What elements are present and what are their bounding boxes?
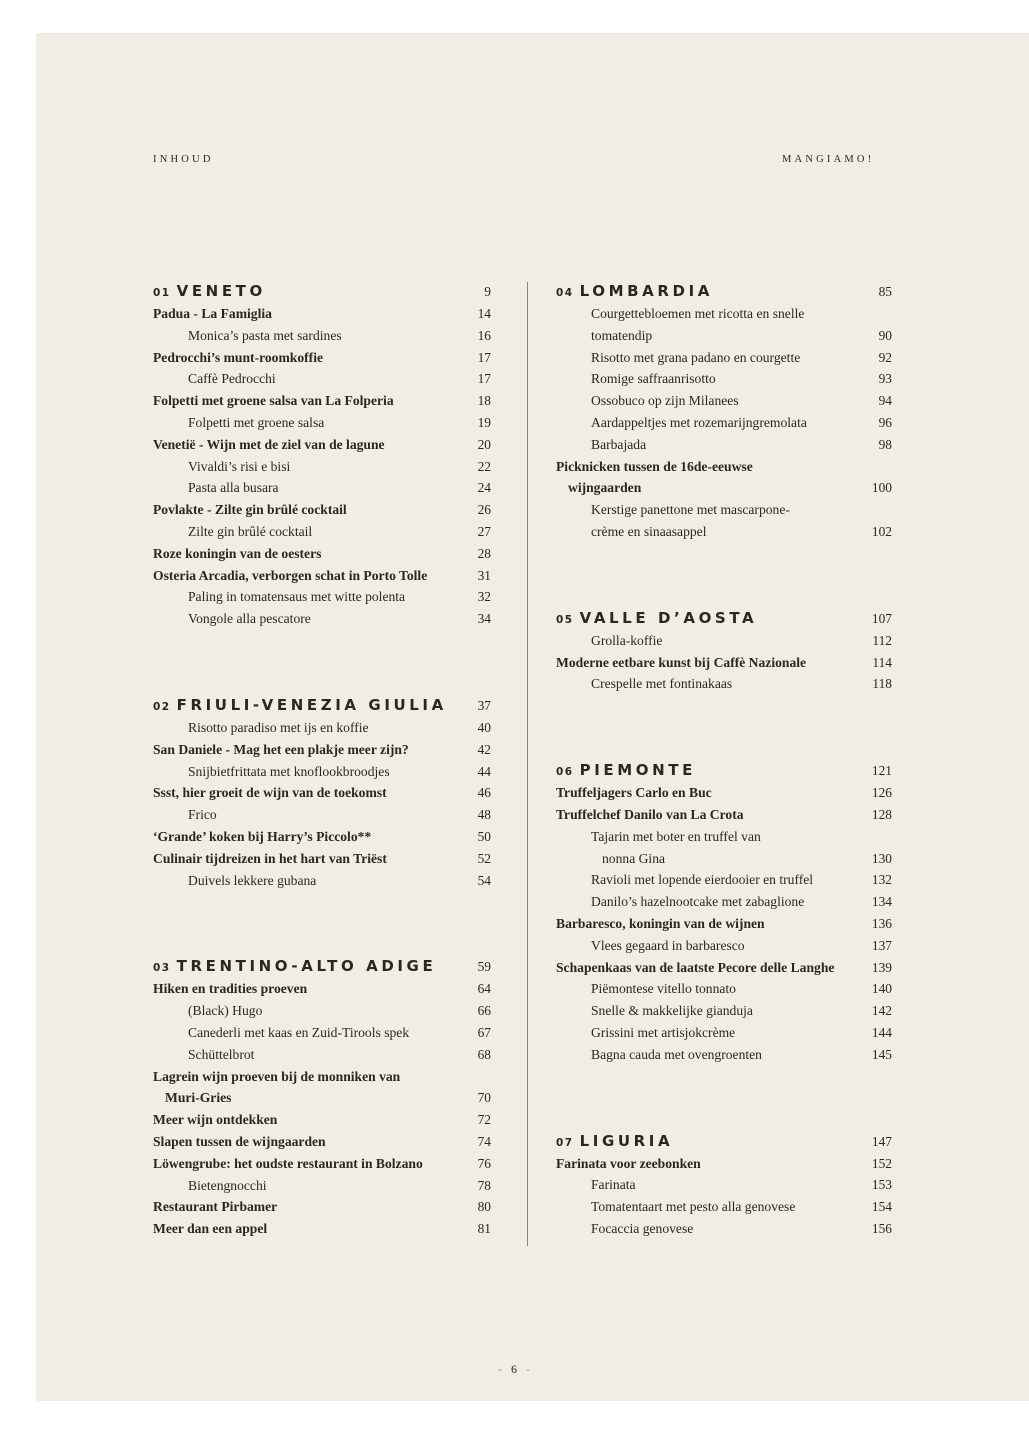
page-ref: 81 — [477, 1221, 491, 1237]
page-ref: 78 — [477, 1177, 491, 1193]
page-ref: 147 — [871, 1133, 892, 1149]
chapter-number: 04 — [556, 287, 574, 299]
chapter-number: 06 — [556, 766, 574, 779]
page-ref: 52 — [477, 850, 491, 866]
chapter-number: 07 — [556, 1136, 574, 1149]
page-ref: 16 — [477, 327, 491, 343]
chapter-number: 05 — [556, 613, 574, 626]
toc-recipe-entry[interactable] — [556, 1000, 892, 1022]
toc-recipe-entry[interactable] — [556, 303, 892, 325]
entry-title: Canederli met kaas en Zuid-Tirools spek — [188, 1024, 410, 1040]
page-ref: 93 — [878, 371, 892, 387]
entry-title: Frico — [188, 807, 217, 823]
entry-title: Kerstige panettone met mascarpone- — [591, 502, 790, 518]
toc-recipe-entry[interactable] — [556, 1218, 892, 1240]
page-ref: 96 — [878, 414, 892, 430]
toc-article-entry[interactable] — [153, 1153, 491, 1175]
toc-article-entry[interactable] — [153, 543, 491, 565]
page-ref: 90 — [878, 327, 892, 343]
chapter-title: TRENTINO-ALTO ADIGE — [176, 957, 437, 976]
entry-title: ‘Grande’ koken bij Harry’s Piccolo** — [153, 828, 372, 844]
page-ref: 59 — [477, 959, 491, 975]
toc-article-entry[interactable] — [556, 652, 892, 674]
section-spacer — [556, 695, 892, 760]
page-ref: 19 — [477, 414, 491, 430]
page-ref: 31 — [477, 567, 491, 583]
toc-article-entry[interactable] — [556, 1153, 892, 1175]
toc-chapter-heading[interactable] — [556, 281, 892, 303]
page-ref: 94 — [878, 393, 892, 409]
entry-title — [153, 695, 461, 719]
entry-title: Moderne eetbare kunst bij Caffè Nazionale — [556, 654, 807, 670]
toc-article-entry[interactable] — [556, 804, 892, 826]
toc-article-entry[interactable] — [153, 1131, 491, 1153]
entry-title: Vivaldi’s risi e bisi — [188, 458, 291, 474]
entry-title — [153, 956, 461, 980]
page-ref: 50 — [477, 828, 491, 844]
toc-recipe-entry[interactable] — [556, 368, 892, 390]
toc-recipe-entry[interactable] — [556, 673, 892, 695]
page-ref: 54 — [477, 872, 491, 888]
entry-title: Risotto paradiso met ijs en koffie — [188, 719, 369, 735]
entry-title: tomatendip — [591, 327, 653, 343]
running-head-book-title: MANGIAMO! — [782, 154, 875, 165]
entry-title: Danilo’s hazelnootcake met zabaglione — [591, 894, 805, 910]
page-ref: 17 — [477, 349, 491, 365]
toc-right-column — [556, 281, 892, 1240]
chapter-title: FRIULI-VENEZIA GIULIA — [176, 695, 447, 714]
chapter-number: 03 — [153, 962, 171, 975]
page-ref: 156 — [871, 1220, 892, 1236]
toc-article-entry[interactable] — [556, 456, 892, 478]
toc-chapter-heading[interactable] — [153, 695, 491, 717]
toc-article-entry[interactable] — [153, 303, 491, 325]
entry-title: Focaccia genovese — [591, 1220, 694, 1236]
entry-title: Crespelle met fontinakaas — [591, 676, 733, 692]
entry-title: Courgettebloemen met ricotta en snelle — [591, 306, 805, 321]
page-ref: 154 — [871, 1199, 892, 1215]
entry-title: Ravioli met lopende eierdooier en truffel — [591, 872, 814, 888]
chapter-title: LOMBARDIA — [579, 282, 713, 300]
running-head-section: INHOUD — [153, 154, 214, 165]
chapter-number: 02 — [153, 700, 171, 713]
entry-title: Folpetti met groene salsa — [188, 414, 325, 430]
toc-article-entry[interactable] — [153, 565, 491, 587]
page-ref: 80 — [477, 1199, 491, 1215]
entry-title: Grolla-koffie — [591, 632, 663, 648]
entry-title: San Daniele - Mag het een plakje meer zijn? — [153, 741, 409, 757]
page-ref: 140 — [871, 981, 892, 997]
page-ref: 102 — [871, 523, 892, 539]
section-spacer — [556, 543, 892, 608]
entry-title: Caffè Pedrocchi — [188, 371, 276, 387]
entry-title: Zilte gin brûlé cocktail — [188, 523, 313, 539]
page-ref: 128 — [871, 806, 892, 822]
entry-title: Paling in tomatensaus met witte polenta — [188, 589, 406, 605]
page-ref: 134 — [871, 894, 892, 910]
page-ref: 34 — [477, 611, 491, 627]
entry-title: Bietengnocchi — [188, 1177, 267, 1193]
toc-recipe-entry[interactable] — [153, 761, 491, 783]
toc-recipe-entry[interactable] — [556, 1022, 892, 1044]
page-ref: 152 — [871, 1155, 892, 1171]
entry-title: nonna Gina — [602, 850, 666, 866]
page-ref: 18 — [477, 393, 491, 409]
toc-article-entry[interactable] — [153, 499, 491, 521]
entry-title: Meer wijn ontdekken — [153, 1112, 278, 1128]
toc-recipe-entry[interactable] — [556, 1174, 892, 1196]
entry-title: Löwengrube: het oudste restaurant in Bolzano — [153, 1155, 423, 1171]
toc-recipe-entry[interactable] — [556, 325, 892, 347]
page-ref: 24 — [477, 480, 491, 496]
toc-recipe-entry[interactable] — [153, 477, 491, 499]
toc-recipe-entry[interactable] — [556, 978, 892, 1000]
entry-title — [556, 608, 862, 632]
section-spacer — [153, 891, 491, 956]
entry-title: Povlakte - Zilte gin brûlé cocktail — [153, 502, 347, 518]
page-folio — [0, 1362, 1029, 1377]
page-ref: 137 — [871, 937, 892, 953]
toc-article-entry[interactable] — [153, 782, 491, 804]
toc-article-entry[interactable] — [153, 1218, 491, 1240]
toc-article-entry[interactable] — [153, 390, 491, 412]
entry-title: Schüttelbrot — [188, 1046, 255, 1062]
page-number: 6 — [511, 1362, 518, 1376]
toc-recipe-entry[interactable] — [556, 869, 892, 891]
toc-recipe-entry[interactable] — [153, 608, 491, 630]
toc-recipe-entry[interactable] — [556, 630, 892, 652]
page-ref: 144 — [871, 1024, 892, 1040]
chapter-title: VENETO — [176, 282, 266, 300]
page-ref: 130 — [871, 850, 892, 866]
chapter-number: 01 — [153, 287, 171, 299]
entry-title: Ossobuco op zijn Milanees — [591, 393, 739, 409]
toc-article-entry[interactable] — [556, 957, 892, 979]
toc-recipe-entry[interactable] — [153, 456, 491, 478]
toc-article-entry[interactable] — [153, 848, 491, 870]
toc-article-entry[interactable] — [556, 782, 892, 804]
page-ref: 72 — [477, 1112, 491, 1128]
entry-title: Barbajada — [591, 436, 647, 452]
entry-title: (Black) Hugo — [188, 1003, 263, 1019]
entry-title: Duivels lekkere gubana — [188, 872, 317, 888]
entry-title: Restaurant Pirbamer — [153, 1199, 278, 1215]
entry-title: Truffelchef Danilo van La Crota — [556, 806, 744, 822]
toc-article-entry[interactable] — [556, 913, 892, 935]
toc-recipe-entry[interactable] — [153, 804, 491, 826]
entry-title: Schapenkaas van de laatste Pecore delle Langhe — [556, 959, 835, 975]
toc-recipe-entry[interactable] — [556, 434, 892, 456]
toc-recipe-entry[interactable] — [556, 891, 892, 913]
page-ref: 114 — [872, 654, 892, 670]
column-divider — [527, 282, 528, 1246]
entry-title: Bagna cauda met ovengroenten — [591, 1046, 762, 1062]
page-ref: 17 — [477, 371, 491, 387]
entry-title: Grissini met artisjokcrème — [591, 1024, 736, 1040]
chapter-title: VALLE D’AOSTA — [579, 608, 758, 627]
page-ref: 27 — [477, 523, 491, 539]
entry-title: Pedrocchi’s munt-roomkoffie — [153, 349, 324, 365]
toc-recipe-entry[interactable] — [153, 1044, 491, 1066]
page-ref: 107 — [871, 610, 892, 626]
toc-article-entry-continued[interactable] — [556, 477, 892, 499]
page-ref: 42 — [477, 741, 491, 757]
page-ref: 46 — [477, 785, 491, 801]
page-ref: 74 — [477, 1133, 491, 1149]
entry-title — [556, 1131, 862, 1155]
entry-title: Snelle & makkelijke gianduja — [591, 1003, 753, 1019]
toc-recipe-entry[interactable] — [153, 870, 491, 892]
entry-title: Tajarin met boter en truffel van — [591, 828, 761, 844]
toc-recipe-entry[interactable] — [556, 1044, 892, 1066]
toc-recipe-entry[interactable] — [153, 1175, 491, 1197]
entry-title — [556, 281, 862, 305]
page-ref: 26 — [477, 502, 491, 518]
toc-recipe-entry-continued[interactable] — [556, 848, 892, 870]
page-ref: 145 — [871, 1046, 892, 1062]
entry-title: Meer dan een appel — [153, 1221, 268, 1237]
page-ref: 142 — [871, 1003, 892, 1019]
toc-recipe-entry[interactable] — [153, 1022, 491, 1044]
entry-title: Piëmontese vitello tonnato — [591, 981, 736, 997]
entry-title: Folpetti met groene salsa van La Folperia — [153, 393, 394, 409]
page-ref: 68 — [477, 1046, 491, 1062]
page-ref: 100 — [871, 480, 892, 496]
toc-recipe-entry[interactable] — [153, 368, 491, 390]
toc-recipe-entry[interactable] — [153, 717, 491, 739]
page-ref: 112 — [872, 632, 892, 648]
toc-article-entry[interactable] — [153, 978, 491, 1000]
toc-article-entry[interactable] — [153, 347, 491, 369]
toc-recipe-entry[interactable] — [153, 412, 491, 434]
toc-recipe-entry[interactable] — [556, 390, 892, 412]
entry-title: Romige saffraanrisotto — [591, 371, 716, 387]
entry-title: Lagrein wijn proeven bij de monniken van — [153, 1068, 401, 1084]
toc-recipe-entry[interactable] — [556, 521, 892, 543]
section-spacer — [556, 1066, 892, 1131]
page-ref: 139 — [871, 959, 892, 975]
chapter-title: LIGURIA — [579, 1131, 674, 1150]
page-ref: 98 — [878, 436, 892, 452]
toc-article-entry[interactable] — [153, 826, 491, 848]
entry-title: crème en sinaasappel — [591, 523, 707, 539]
entry-title: wijngaarden — [568, 480, 642, 496]
page-ref: 118 — [872, 676, 892, 692]
page-ref: 66 — [477, 1003, 491, 1019]
toc-left-column — [153, 281, 491, 1240]
toc-recipe-entry[interactable] — [153, 1000, 491, 1022]
toc-recipe-entry[interactable] — [153, 325, 491, 347]
page-ref: 153 — [871, 1177, 892, 1193]
page-ref: 20 — [477, 436, 491, 452]
entry-title — [556, 760, 862, 784]
section-spacer — [153, 630, 491, 695]
entry-title: Snijbietfrittata met knoflookbroodjes — [188, 763, 390, 779]
page-ref: 48 — [477, 807, 491, 823]
entry-title: Risotto met grana padano en courgette — [591, 349, 801, 365]
toc-chapter-heading[interactable] — [153, 956, 491, 978]
page-ref: 132 — [871, 872, 892, 888]
toc-article-entry[interactable] — [153, 1109, 491, 1131]
entry-title: Slapen tussen de wijngaarden — [153, 1133, 326, 1149]
toc-article-entry[interactable] — [153, 1066, 491, 1088]
entry-title: Truffeljagers Carlo en Buc — [556, 785, 712, 801]
entry-title: Pasta alla busara — [188, 480, 279, 496]
toc-recipe-entry[interactable] — [556, 347, 892, 369]
entry-title: Ssst, hier groeit de wijn van de toekomst — [153, 785, 387, 801]
page-ref: 22 — [477, 458, 491, 474]
entry-title: Padua - La Famiglia — [153, 306, 272, 321]
toc-article-entry[interactable] — [153, 1196, 491, 1218]
page-ref: 9 — [484, 284, 491, 299]
page-ref: 37 — [477, 697, 491, 713]
entry-title: Vlees gegaard in barbaresco — [591, 937, 745, 953]
entry-title: Vongole alla pescatore — [188, 611, 311, 627]
page-ref: 40 — [477, 719, 491, 735]
page-ref: 14 — [477, 306, 491, 321]
page-ref: 126 — [871, 785, 892, 801]
page-ref: 121 — [871, 763, 892, 779]
page-ref: 85 — [878, 284, 892, 299]
page-ref: 64 — [477, 981, 491, 997]
toc-recipe-entry[interactable] — [556, 935, 892, 957]
page-ref: 76 — [477, 1155, 491, 1171]
toc-recipe-entry[interactable] — [153, 521, 491, 543]
folio-dash-left: - — [498, 1362, 503, 1376]
entry-title: Venetië - Wijn met de ziel van de lagune — [153, 436, 385, 452]
page-ref: 44 — [477, 763, 491, 779]
toc-chapter-heading[interactable] — [556, 608, 892, 630]
entry-title: Aardappeltjes met rozemarijngremolata — [591, 414, 807, 430]
entry-title: Farinata — [591, 1177, 636, 1193]
toc-article-entry[interactable] — [153, 739, 491, 761]
entry-title: Muri-Gries — [165, 1090, 232, 1106]
page-ref: 70 — [477, 1090, 491, 1106]
folio-dash-right: - — [526, 1362, 531, 1376]
toc-recipe-entry[interactable] — [153, 586, 491, 608]
toc-recipe-entry[interactable] — [556, 499, 892, 521]
toc-article-entry-continued[interactable] — [153, 1087, 491, 1109]
entry-title: Tomatentaart met pesto alla genovese — [591, 1199, 796, 1215]
page-ref: 136 — [871, 915, 892, 931]
entry-title — [153, 281, 461, 305]
toc-article-entry[interactable] — [153, 434, 491, 456]
page-ref: 28 — [477, 545, 491, 561]
entry-title: Roze koningin van de oesters — [153, 545, 322, 561]
entry-title: Barbaresco, koningin van de wijnen — [556, 915, 765, 931]
toc-recipe-entry[interactable] — [556, 826, 892, 848]
toc-recipe-entry[interactable] — [556, 1196, 892, 1218]
toc-chapter-heading[interactable] — [556, 760, 892, 782]
page-ref: 67 — [477, 1024, 491, 1040]
entry-title: Farinata voor zeebonken — [556, 1155, 701, 1171]
entry-title: Monica’s pasta met sardines — [188, 327, 342, 343]
entry-title: Osteria Arcadia, verborgen schat in Porto Tolle — [153, 567, 428, 583]
entry-title: Hiken en tradities proeven — [153, 981, 308, 997]
page-ref: 32 — [477, 589, 491, 605]
entry-title: Culinair tijdreizen in het hart van Triëst — [153, 850, 387, 866]
entry-title: Picknicken tussen de 16de-eeuwse — [556, 458, 753, 474]
toc-chapter-heading[interactable] — [556, 1131, 892, 1153]
page-ref: 92 — [878, 349, 892, 365]
chapter-title: PIEMONTE — [579, 761, 696, 780]
toc-chapter-heading[interactable] — [153, 281, 491, 303]
toc-recipe-entry[interactable] — [556, 412, 892, 434]
